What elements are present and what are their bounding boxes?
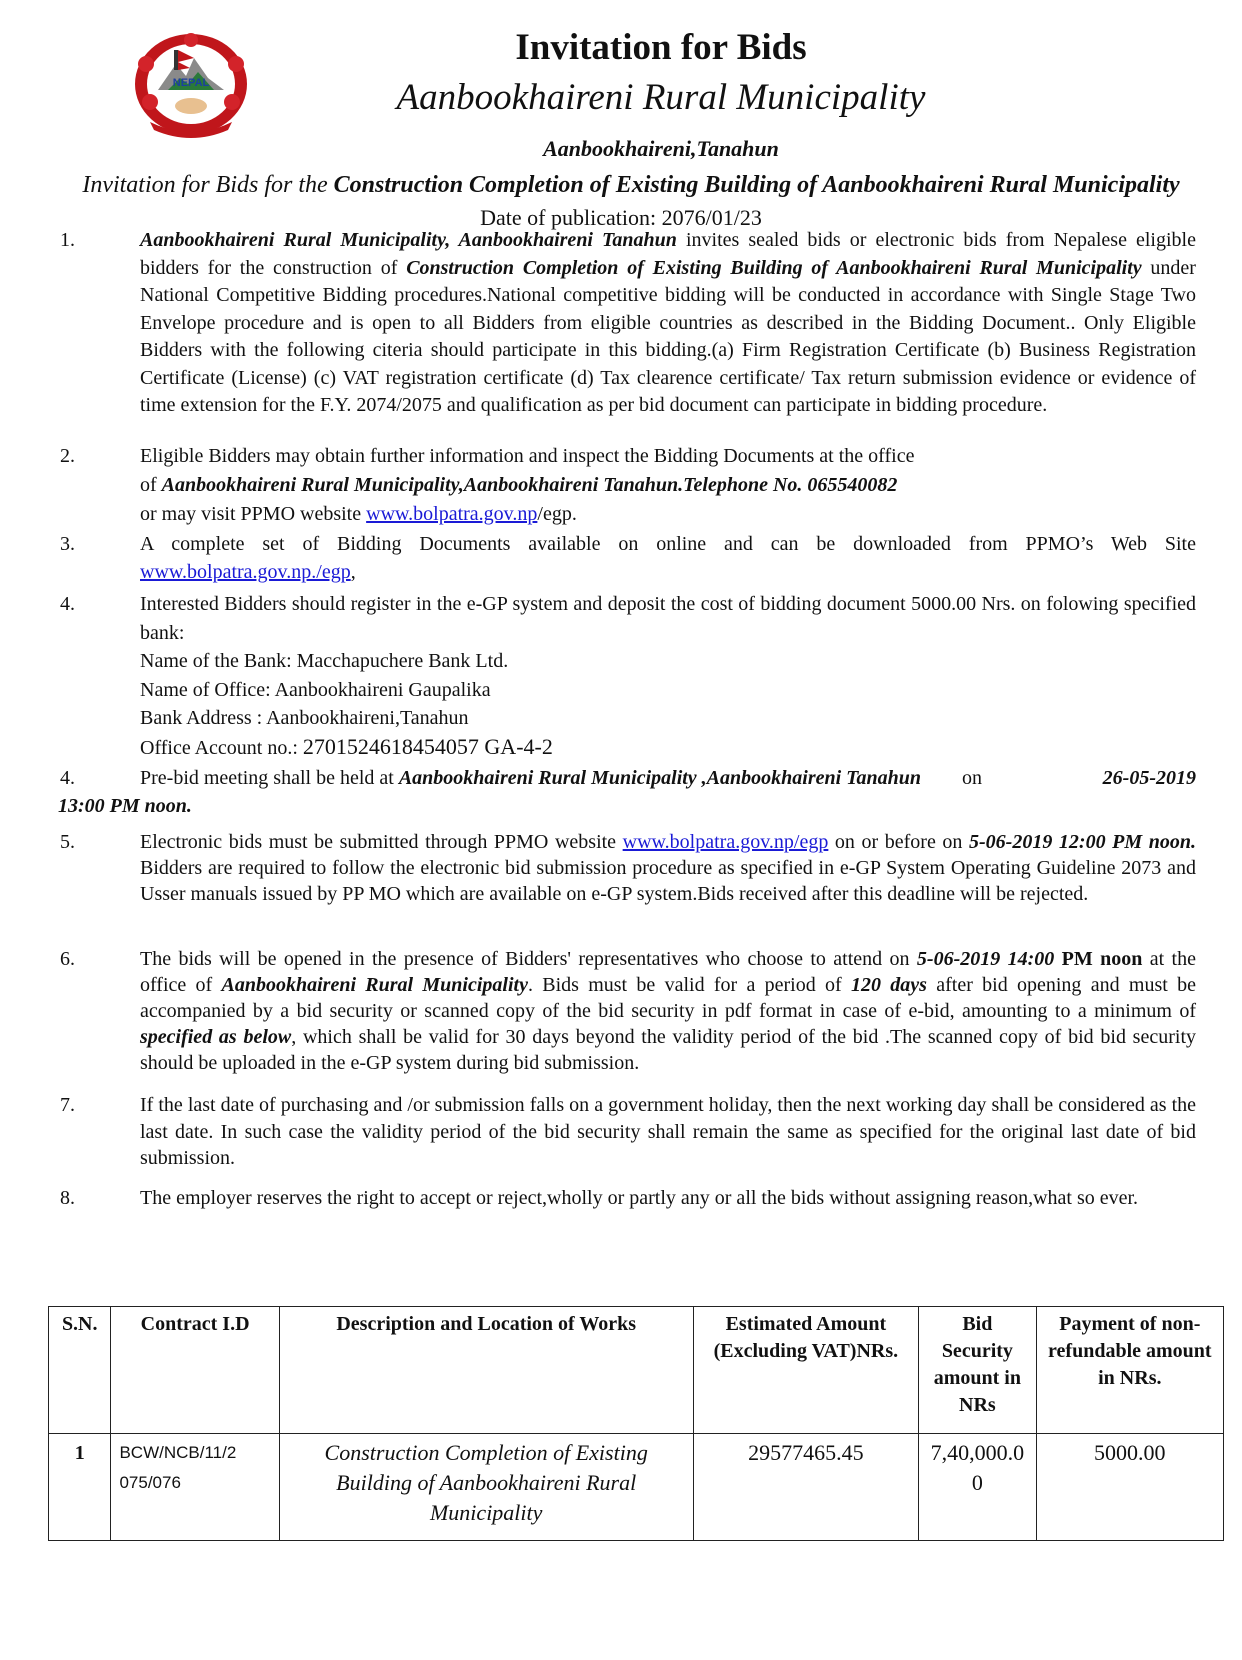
bank-name: Name of the Bank: Macchapuchere Bank Ltd. [140,650,509,672]
cell-contract-id: BCW/NCB/11/2 075/076 [111,1434,279,1541]
publication-date: Date of publication: 2076/01/23 [480,205,762,230]
clause-2: 2. Eligible Bidders may obtain further information and inspect the Bidding Documents at the office of Aanbookhaireni Rural Municipality,Aanbookhaireni Tanahun.Telephone No. 065540082 or may visit PPMO website www.bolpatra.gov.np/egp. [60,445,915,525]
project-name: Construction Completion of Existing Building of Aanbookhaireni Rural Municipality [333,172,1180,198]
cell-payment: 5000.00 [1036,1434,1223,1541]
municipality-location: Aanbookhaireni,Tanahun [543,136,779,161]
col-sn: S.N. [49,1307,111,1434]
submission-link[interactable]: www.bolpatra.gov.np/egp [622,831,829,853]
clause-6: 6. The bids will be opened in the presence of Bidders' representatives who choose to attend on 5-06-2019 14:00 PM noon at the office of Aanbookhaireni Rural Municipality. Bids must be valid for a period of 120 days after bid opening and must be accompanied by a bid security or scanned copy of the bid security in pdf format in case of e-bid, amounting to a minimum of specified as below, which shall be valid for 30 days beyond the validity period of the bid .The scanned copy of bid bid security should be uploaded in the e-GP system during bid submission. [60,948,1196,1074]
clause-5: 5. Electronic bids must be submitted through PPMO website www.bolpatra.gov.np/egp on or before on 5-06-2019 12:00 PM noon. Bidders are required to follow the electronic bid submission procedure as specified in e-GP System Operating Guideline 2073 and Usser manuals issued by PP MO which are available on e-GP system.Bids received after this deadline will be rejected. [60,831,1196,905]
clause-prebid: 4. Pre-bid meeting shall be held at Aanbookhaireni Rural Municipality ,Aanbookhaireni Tanahun on 26-05-2019 13:00 PM noon. [60,765,1196,820]
notice-heading: Invitation for Bids for the Construction Completion of Existing Building of Aanbookhaireni Rural Municipality [82,172,1180,198]
cell-sn: 1 [49,1434,111,1541]
col-bid-security: Bid Security amount in NRs [919,1307,1037,1434]
col-contract-id: Contract I.D [111,1307,279,1434]
bank-office: Name of Office: Aanbookhaireni Gaupalika [140,678,491,701]
clause-7: 7. If the last date of purchasing and /or submission falls on a government holiday, then the next working day shall be considered as the last date. In such case the validity period of the bid security shall remain the same as specified for the original last date of bid submission. [60,1094,1196,1169]
emblem-text: NEPAL [172,77,210,89]
bank-address: Bank Address : Aanbookhaireni,Tanahun [140,707,469,729]
egp-website-link[interactable]: www.bolpatra.gov.np./egp [140,560,351,583]
bid-table [48,1306,1224,1541]
clause-1: 1. Aanbookhaireni Rural Municipality, Aanbookhaireni Tanahun invites sealed bids or electronic bids from Nepalese eligible bidders for the construction of Construction Completion of Existing Building of Aanbookhaireni Rural Municipality under National Competitive Bidding procedures.National competitive bidding will be conducted in accordance with Single Stage Two Envelope procedure and is open to all Bidders from eligible countries as described in the Bidding Document.. Only Eligible Bidders with the following citeria should participate in this bidding.(a) Firm Registration Certificate (b) Business Registration Certificate (License) (c) VAT registration certificate (d) Tax clearence certificate/ Tax return submission evidence or evidence of time extension for the F.Y. 2074/2075 and qualification as per bid document can participate in bidding procedure. [60,229,1196,416]
cell-bid-security: 7,40,000.00 [919,1434,1037,1541]
municipality-name: Aanbookhaireni Rural Municipality [396,77,926,118]
page-title: Invitation for Bids [515,27,807,68]
table-row [49,1434,1224,1541]
cell-description: Construction Completion of Existing Building of Aanbookhaireni Rural Municipality [279,1434,693,1541]
account-number: 2701524618454057 GA-4-2 [302,733,553,759]
ppmo-website-link[interactable]: www.bolpatra.gov.np [366,503,538,525]
table-header-row [49,1307,1224,1434]
col-estimated-amount: Estimated Amount (Excluding VAT)NRs. [693,1307,918,1434]
clause-8: 8. The employer reserves the right to accept or reject,wholly or partly any or all the bids without assigning reason,what so ever. [60,1187,1139,1209]
clause-4: 4. Interested Bidders should register in the e-GP system and deposit the cost of bidding document 5000.00 Nrs. on folowing specified bank: Name of the Bank: Macchapuchere Bank Ltd. Name of Office: Aanbookhaireni Gaupalika Bank Address : Aanbookhaireni,Tanahun Office Account no.: 2701524618454057 GA-4-2 [60,593,1196,759]
col-payment: Payment of non-refundable amount in NRs. [1036,1307,1223,1434]
col-description: Description and Location of Works [279,1307,693,1434]
clause-3: 3. A complete set of Bidding Documents available on online and can be downloaded from PPMO’s Web Site www.bolpatra.gov.np./egp, [60,533,1196,583]
prebid-time: 13:00 PM noon. [58,794,192,817]
prebid-date: 26-05-2019 [1102,767,1196,789]
cell-estimated-amount: 29577465.45 [693,1434,918,1541]
